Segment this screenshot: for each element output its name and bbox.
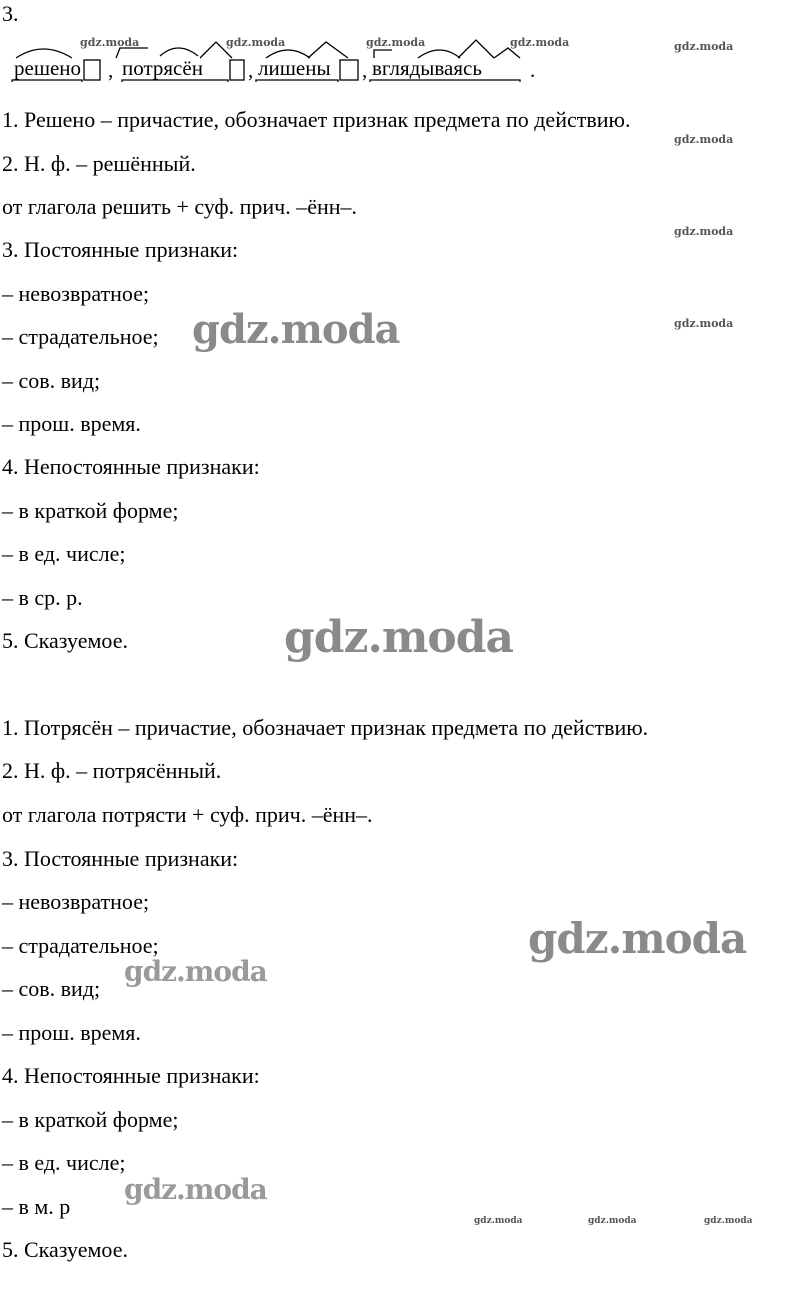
watermark-large: gdz.moda: [528, 914, 747, 963]
watermark-small: gdz.moda: [704, 1216, 753, 1226]
watermark-large: gdz.moda: [192, 306, 400, 353]
ending-box-icon: [84, 60, 100, 80]
section1-line: 3. Постоянные признаки:: [2, 237, 239, 262]
section1-line: 5. Сказуемое.: [2, 628, 128, 653]
watermark-small: gdz.moda: [80, 36, 140, 49]
separator: ,: [108, 58, 114, 82]
watermark-small: gdz.moda: [674, 317, 734, 330]
section2-line: – в ед. числе;: [2, 1150, 126, 1175]
section1-line: – в краткой форме;: [2, 498, 179, 523]
parsed-word: лишены: [258, 56, 331, 80]
section1-line: 1. Решено – причастие, обозначает признак предмета по действию.: [2, 107, 631, 132]
section2-line: 3. Постоянные признаки:: [2, 846, 239, 871]
section1-line: – сов. вид;: [2, 368, 101, 393]
watermark-small: gdz.moda: [366, 36, 426, 49]
parsed-word: решено: [14, 56, 82, 80]
stem-bracket-icon: [370, 80, 520, 82]
section2-line: – в краткой форме;: [2, 1107, 179, 1132]
suffix-roof-icon: [494, 48, 520, 58]
section1-line: 2. Н. ф. – решённый.: [2, 151, 196, 176]
section2-line: – сов. вид;: [2, 976, 101, 1001]
section2-line: 2. Н. ф. – потрясённый.: [2, 758, 222, 783]
parsed-word: потрясён: [122, 56, 203, 80]
section2-line: от глагола потрясти + суф. прич. –ённ–.: [2, 802, 373, 827]
watermark-large: gdz.moda: [124, 955, 267, 988]
parsed-word: вглядываясь: [372, 56, 482, 80]
section2-line: – прош. время.: [2, 1020, 141, 1045]
watermark-small: gdz.moda: [674, 133, 734, 146]
section1-line: – страдательное;: [2, 324, 159, 349]
section1-line: 4. Непостоянные признаки:: [2, 454, 260, 479]
separator: ,: [248, 58, 254, 82]
watermark-small: gdz.moda: [474, 1216, 523, 1226]
watermark-small: gdz.moda: [588, 1216, 637, 1226]
section2-line: – страдательное;: [2, 933, 159, 958]
section2-line: 1. Потрясён – причастие, обозначает признак предмета по действию.: [2, 715, 649, 740]
section1-line: – прош. время.: [2, 411, 141, 436]
stem-bracket-icon: [256, 80, 338, 82]
stem-bracket-icon: [122, 80, 228, 82]
section1-line: – невозвратное;: [2, 281, 150, 306]
section2-line: – невозвратное;: [2, 889, 150, 914]
separator: ,: [362, 58, 368, 82]
stem-bracket-icon: [12, 80, 82, 82]
section1-line: – в ед. числе;: [2, 541, 126, 566]
task-number: 3.: [2, 1, 19, 26]
watermark-small: gdz.moda: [226, 36, 286, 49]
watermark-small: gdz.moda: [674, 40, 734, 53]
ending-box-icon: [230, 60, 244, 80]
section1-line: от глагола решить + суф. прич. –ённ–.: [2, 194, 358, 219]
watermark-small: gdz.moda: [674, 225, 734, 238]
section2-line: 4. Непостоянные признаки:: [2, 1063, 260, 1088]
watermark-large: gdz.moda: [124, 1173, 267, 1206]
ending-box-icon: [340, 60, 358, 80]
section2-line: 5. Сказуемое.: [2, 1237, 128, 1262]
separator: .: [530, 58, 536, 82]
watermark-small: gdz.moda: [510, 36, 570, 49]
watermark-large: gdz.moda: [284, 612, 514, 663]
section2-line: – в м. р: [2, 1194, 71, 1219]
section1-line: – в ср. р.: [2, 585, 83, 610]
root-arc-icon: [160, 48, 198, 56]
